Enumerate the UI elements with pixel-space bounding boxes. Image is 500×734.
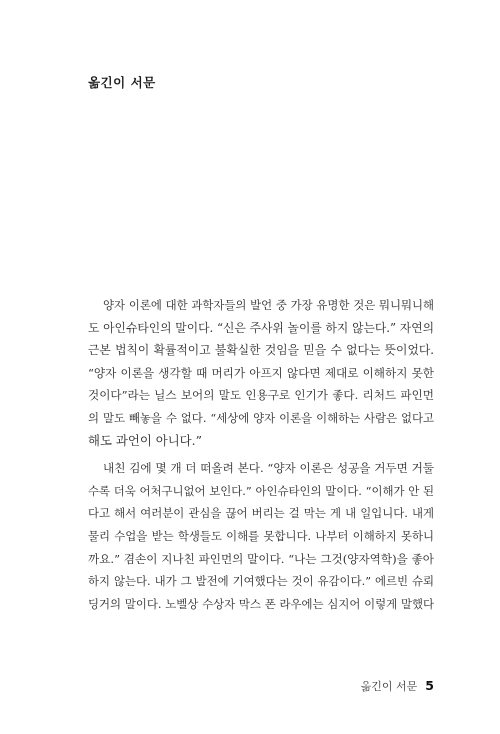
page-footer [361, 678, 434, 694]
text-line: 다고 해서 여러분이 관심을 끊어 버리는 걸 막는 게 내 일입니다. 내게 [88, 506, 434, 521]
text-line: 내친 김에 몇 개 더 떠올려 본다. “양자 이론은 성공을 거두면 거둘 [88, 461, 434, 476]
section-title: 옮긴이 서문 [88, 75, 156, 90]
text-line: 도 아인슈타인의 말이다. “신은 주사위 놀이를 하지 않는다.” 자연의 [88, 320, 434, 335]
text-line: 의 말도 빼놓을 수 없다. “세상에 양자 이론을 이해하는 사람은 없다고 [88, 410, 434, 425]
body-text [88, 294, 434, 615]
text-line: 것이다”라는 닐스 보어의 말도 인용구로 인기가 좋다. 리처드 파인먼 [88, 388, 434, 403]
text-line: 양자 이론에 대한 과학자들의 발언 중 가장 유명한 것은 뭐니뭐니해 [88, 298, 434, 312]
text-line: 물리 수업을 받는 학생들도 이해를 못합니다. 나부터 이해하지 못하니 [88, 528, 434, 543]
text-line: 딩거의 말이다. 노벨상 수상자 막스 폰 라우에는 심지어 이렇게 말했다 [88, 596, 434, 611]
running-title: 옮긴이 서문 [360, 680, 418, 693]
text-line: 하지 않는다. 내가 그 발전에 기여했다는 것이 유감이다.” 에르빈 슈뢰 [88, 574, 434, 589]
page-number: 5 [425, 678, 434, 693]
paragraph [88, 457, 434, 615]
text-line: 수록 더욱 어처구니없어 보인다.” 아인슈타인의 말이다. “이해가 안 된 [88, 483, 434, 498]
text-line: 까요.” 겸손이 지나친 파인먼의 말이다. “나는 그것(양자역학)을 좋아 [88, 551, 434, 566]
text-line: 근본 법칙이 확률적이고 불확실한 것임을 믿을 수 없다는 뜻이었다. [88, 343, 434, 358]
text-line: “양자 이론을 생각할 때 머리가 아프지 않다면 제대로 이해하지 못한 [88, 365, 434, 380]
paragraph [88, 294, 434, 452]
text-line: 해도 과언이 아니다.” [88, 432, 202, 448]
